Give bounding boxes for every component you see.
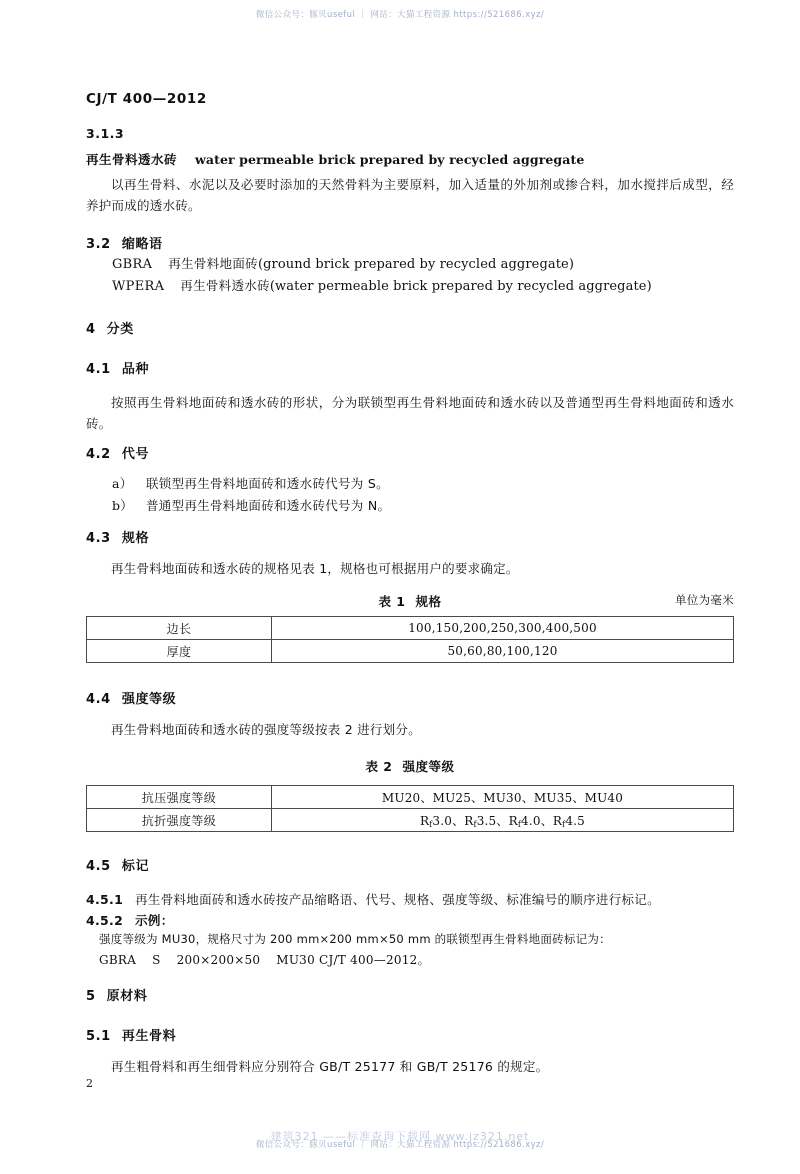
page-number: 2 (86, 1077, 93, 1090)
abbr-english: (ground brick prepared by recycled aggregate) (257, 257, 574, 272)
table-specifications (86, 616, 734, 663)
table1-units-note: 单位为毫米 (675, 593, 734, 607)
clause-4-5-1-text: 再生骨料地面砖和透水砖按产品缩略语、代号、规格、强度等级、标准编号的顺序进行标记。 (135, 892, 660, 907)
watermark-bottom-primary: 建筑321 ——标准查询下载网 www.jz321.net (270, 1130, 530, 1143)
clause-5-1 (86, 1025, 176, 1044)
clause-5 (86, 985, 147, 1004)
clause-4-2-list (112, 473, 390, 517)
clause-4-1-body: 按照再生骨料地面砖和透水砖的形状，分为联锁型再生骨料地面砖和透水砖以及普通型再生骨料地面砖和透水砖。 (86, 395, 734, 431)
clause-4-1 (86, 358, 149, 377)
clause-4-2 (86, 443, 149, 462)
clause-3-1-3-number: 3.1.3 (86, 126, 125, 141)
clause-4-5-2 (86, 911, 174, 929)
clause-5-1-heading (86, 1025, 176, 1044)
clause-4-5-1-number: 4.5.1 (86, 892, 124, 907)
clause-4-4-body: 再生骨料地面砖和透水砖的强度等级按表 2 进行划分。 (111, 722, 421, 737)
list-text: 联锁型再生骨料地面砖和透水砖代号为 S。 (146, 476, 389, 491)
clause-4-5-number: 4.5 (86, 859, 111, 874)
table2-row-label: 抗压强度等级 (87, 786, 272, 809)
example-line-1: 强度等级为 MU30，规格尺寸为 200 mm×200 mm×50 mm 的联锁型再生骨料地面砖标记为： (99, 932, 611, 946)
example-type-code: S (152, 953, 161, 967)
table-row (87, 640, 734, 663)
table1-row-value: 100,150,200,250,300,400,500 (272, 617, 734, 640)
watermark-top: 微信公众号：豚贝useful ｜ 网站：大猫工程资源 https://521686.xyz/ (255, 10, 545, 20)
clause-4-5-1 (86, 890, 660, 908)
table-row (87, 809, 734, 832)
clause-4-1-heading (86, 358, 149, 377)
table1-title: 规格 (415, 594, 442, 609)
clause-4-4-heading (86, 688, 176, 707)
abbr-chinese: 再生骨料地面砖 (168, 256, 258, 271)
clause-4-5-2-title: 示例： (135, 913, 174, 928)
table2-label: 表 2 (365, 759, 393, 774)
clause-4-4-title: 强度等级 (121, 692, 177, 707)
clause-4-title: 分类 (106, 322, 134, 337)
watermark-bottom (0, 1126, 800, 1166)
table1-label: 表 1 (378, 594, 406, 609)
example-line-2 (99, 951, 611, 970)
clause-4-1-title: 品种 (121, 362, 150, 377)
list-marker: b） (112, 498, 134, 513)
abbr-code: WPERA (112, 279, 165, 294)
example-size: 200×200×50 (176, 953, 261, 967)
clause-4-5-2-number: 4.5.2 (86, 913, 124, 928)
table2-row-value: $R_f3.0$、$R_f3.5$、$R_f4.0$、$R_f4.5$ (272, 809, 734, 832)
definition-3-1-3: 以再生骨料、水泥以及必要时添加的天然骨料为主要原料，加入适量的外加剂或掺合料，加水搅拌后成型，经养护而成的透水砖。 (86, 177, 734, 213)
term-english: water permeable brick prepared by recycled aggregate (195, 152, 585, 167)
clause-4-3 (86, 527, 149, 546)
table1-caption (86, 592, 734, 610)
clause-4-3-heading (86, 527, 149, 546)
watermark-bottom-secondary: 微信公众号：豚贝useful ｜ 网站：大猫工程资源 https://521686.xyz/ (255, 1140, 545, 1150)
abbr-code: GBRA (112, 257, 153, 272)
table-strength-grades (86, 785, 734, 832)
clause-3-1-3 (86, 126, 734, 216)
table1-row-label: 厚度 (87, 640, 272, 663)
table-row (87, 786, 734, 809)
table2-caption (86, 757, 734, 775)
clause-3-2 (86, 233, 734, 252)
clause-4-4 (86, 688, 176, 707)
abbreviation-item (112, 253, 752, 275)
running-header: CJ/T 400—2012 (86, 91, 207, 107)
clause-4-number: 4 (86, 322, 96, 337)
clause-5-1-number: 5.1 (86, 1029, 111, 1044)
clause-3-2-number: 3.2 (86, 237, 111, 252)
clause-5-title: 原材料 (106, 989, 148, 1004)
clause-4-4-number: 4.4 (86, 692, 111, 707)
table2-row-label: 抗折强度等级 (87, 809, 272, 832)
list-text: 普通型再生骨料地面砖和透水砖代号为 N。 (146, 498, 391, 513)
clause-5-heading (86, 985, 147, 1004)
table1-row-value: 50,60,80,100,120 (272, 640, 734, 663)
clause-4-5-title: 标记 (121, 859, 150, 874)
table2-row-value: MU20、MU25、MU30、MU35、MU40 (272, 786, 734, 809)
example-grade-standard: MU30 CJ/T 400—2012。 (276, 953, 430, 967)
clause-4-3-number: 4.3 (86, 531, 111, 546)
term-chinese: 再生骨料透水砖 (86, 152, 178, 167)
example-abbr: GBRA (99, 953, 137, 967)
clause-4-2-title: 代号 (121, 447, 150, 462)
term-3-1-3 (86, 150, 734, 168)
clause-3-2-title: 缩略语 (121, 237, 163, 252)
clause-4-3-body: 再生骨料地面砖和透水砖的规格见表 1，规格也可根据用户的要求确定。 (111, 561, 519, 576)
clause-4 (86, 318, 134, 337)
clause-4-5 (86, 855, 149, 874)
clause-4-3-title: 规格 (121, 531, 150, 546)
table1-row-label: 边长 (87, 617, 272, 640)
clause-5-1-body: 再生粗骨料和再生细骨料应分别符合 GB/T 25177 和 GB/T 25176 的规定。 (111, 1059, 549, 1074)
table-row (87, 617, 734, 640)
list-item (112, 473, 390, 495)
clause-4-2-number: 4.2 (86, 447, 111, 462)
abbr-chinese: 再生骨料透水砖 (180, 278, 270, 293)
list-item (112, 495, 390, 517)
abbr-english: (water permeable brick prepared by recycled aggregate) (269, 279, 652, 294)
clause-3-2-heading (86, 233, 734, 252)
clause-5-number: 5 (86, 989, 96, 1004)
clause-4-5-2-example (99, 930, 611, 970)
abbreviation-item (112, 275, 752, 297)
abbreviation-list (112, 253, 752, 297)
clause-4-1-number: 4.1 (86, 362, 111, 377)
list-marker: a） (112, 476, 133, 491)
clause-4-5-heading (86, 855, 149, 874)
clause-5-1-title: 再生骨料 (121, 1029, 177, 1044)
clause-4-2-heading (86, 443, 149, 462)
clause-4-heading (86, 318, 134, 337)
table2-title: 强度等级 (402, 759, 455, 774)
